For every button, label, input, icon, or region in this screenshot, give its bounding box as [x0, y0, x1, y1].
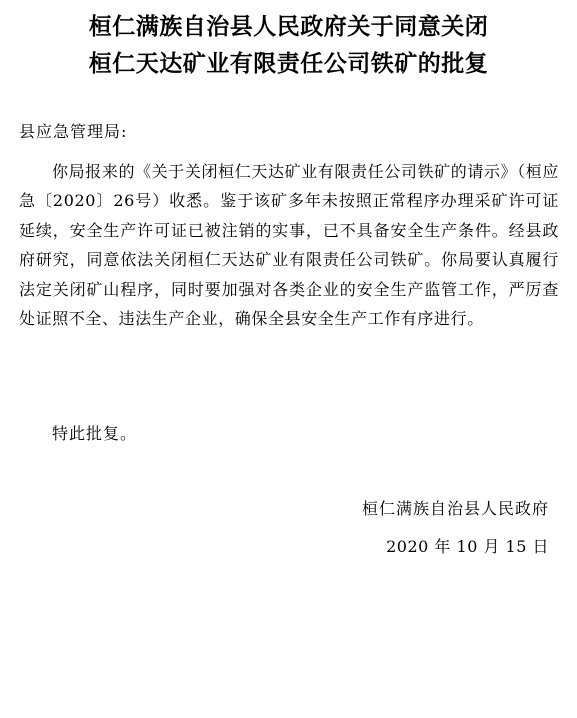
- issuing-authority: 桓仁满族自治县人民政府: [361, 499, 549, 518]
- issue-date: 2020 年 10 月 15 日: [386, 537, 549, 556]
- document-title-line-2: 桓仁天达矿业有限责任公司铁矿的批复: [88, 51, 489, 77]
- closing-line: 特此批复。: [52, 424, 138, 443]
- body-paragraph: 你局报来的《关于关闭桓仁天达矿业有限责任公司铁矿的请示》（桓应急〔2020〕26号）收悉。鉴于该矿多年未按照正常程序办理采矿许可证延续，安全生产许可证已被注销的实事，已不具备安全生产条件。经县政府研究，同意依法关闭桓仁天达矿业有限责任公司铁矿。你局要认真履行法定关闭矿山程序，同时要加强对各类企业的安全生产监管工作，严厉查处证照不全、违法生产企业，确保全县安全生产工作有序进行。: [19, 162, 559, 329]
- recipient-line: 县应急管理局:: [19, 122, 128, 141]
- document-title-line-1: 桓仁满族自治县人民政府关于同意关闭: [88, 14, 489, 40]
